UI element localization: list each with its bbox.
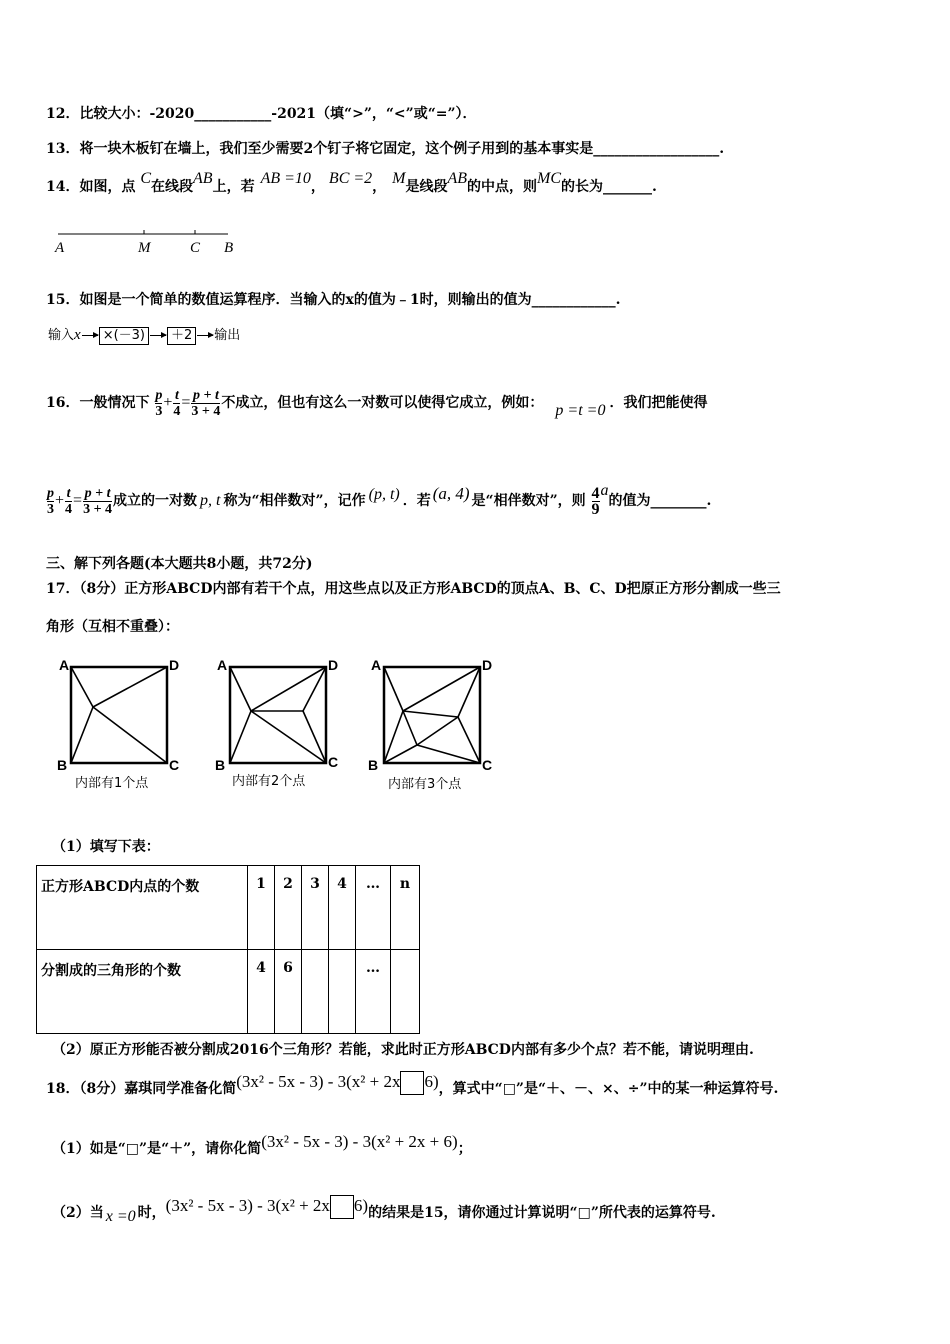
q16-pair: (p, t) bbox=[368, 486, 400, 503]
q17-square-figures bbox=[55, 655, 495, 795]
q17-table bbox=[36, 865, 420, 1034]
table-cell: n bbox=[391, 866, 420, 950]
vertex-d: D bbox=[169, 657, 180, 673]
numerator: t bbox=[66, 485, 71, 501]
q16-var-a: a bbox=[600, 482, 609, 499]
q18-sub1 bbox=[52, 1132, 472, 1165]
vertex-a: A bbox=[371, 657, 382, 673]
q15-blank: ____________ bbox=[531, 292, 616, 308]
flow-arrow bbox=[82, 335, 98, 336]
flow-x: x bbox=[74, 327, 81, 343]
question-16: 16．一般情况下 $\frac{p}{3}$ + $\frac{t}{4}$ = $\frac{p + t}{3 + 4}$ 不成立，但也有这么一对数可以使得它成立，例如： p =t =0 ．我们把能使得 bbox=[46, 387, 708, 419]
q18-expression-end: 6) bbox=[424, 1072, 439, 1091]
q16-text: 一般情况下 bbox=[79, 395, 150, 411]
q14-comma: ， bbox=[310, 179, 325, 195]
q18-x0: x =0 bbox=[105, 1208, 136, 1225]
q17-number: 17． bbox=[46, 581, 80, 597]
q14-line-figure bbox=[48, 226, 248, 256]
table-cell bbox=[391, 950, 420, 1034]
table-cell-header: 分割成的三角形的个数 bbox=[37, 950, 248, 1034]
table-cell bbox=[302, 950, 329, 1034]
flow-input-label: 输入 bbox=[48, 328, 75, 343]
operator-box bbox=[400, 1071, 424, 1095]
denominator: 3 + 4 bbox=[191, 403, 221, 419]
q16-pt: p, t bbox=[200, 492, 221, 509]
q16-example: p =t =0 bbox=[555, 402, 606, 419]
frac-4-9 bbox=[592, 486, 600, 517]
vertex-a: A bbox=[59, 657, 70, 673]
q18-number: 18． bbox=[46, 1081, 80, 1097]
q16-text: 的值为 bbox=[608, 493, 651, 509]
table-cell: 4 bbox=[248, 950, 275, 1034]
q18-sub2-text: （2）当 bbox=[52, 1205, 104, 1221]
q14-text: 是线段 bbox=[405, 179, 448, 195]
flow-arrow bbox=[197, 335, 213, 336]
q14-text: 的中点，则 bbox=[467, 179, 538, 195]
q13-number: 13． bbox=[46, 141, 80, 157]
q13-blank: __________________ bbox=[593, 141, 720, 157]
q18-sub1-text: （1）如是“□”是“＋”，请你化简 bbox=[52, 1141, 262, 1157]
q14-segment-mc: MC bbox=[537, 170, 562, 187]
denominator: 4 bbox=[65, 501, 73, 517]
frac-t-4 bbox=[65, 486, 72, 517]
q14-text: 上，若 bbox=[212, 179, 255, 195]
q16-text: 是“相伴数对”，则 bbox=[471, 493, 586, 509]
frac-p-3 bbox=[47, 486, 54, 517]
vertex-c: C bbox=[482, 757, 493, 773]
vertex-a: A bbox=[217, 657, 228, 673]
q16-text: ．我们把能使得 bbox=[609, 395, 708, 411]
table-cell: 4 bbox=[329, 866, 356, 950]
q16-text: 不成立，但也有这么一对数可以使得它成立，例如： bbox=[221, 395, 544, 411]
vertex-b: B bbox=[57, 757, 68, 773]
table-cell: … bbox=[356, 950, 391, 1034]
numerator: p + t bbox=[192, 387, 219, 403]
label-m: M bbox=[138, 240, 151, 256]
question-18 bbox=[46, 1072, 778, 1105]
q17-sub1: （1）填写下表： bbox=[52, 839, 160, 855]
square-3 bbox=[368, 657, 492, 792]
q12-blank: ___________ bbox=[194, 106, 272, 122]
q14-blank: _______ bbox=[603, 179, 653, 195]
table-cell: 6 bbox=[275, 950, 302, 1034]
denominator: 9 bbox=[591, 500, 600, 518]
q15-text: 如图是一个简单的数值运算程序．当输入的x的值为﹣1时，则输出的值为 bbox=[79, 292, 532, 308]
q16-text: 称为“相伴数对”，记作 bbox=[223, 493, 366, 509]
q15-number: 15． bbox=[46, 292, 80, 308]
q18-expression-plus: (3x² - 5x - 3) - 3(x² + 2x + 6) bbox=[261, 1132, 458, 1151]
question-12 bbox=[46, 103, 477, 123]
q13-text: 将一块木板钉在墙上，我们至少需要2个钉子将它固定，这个例子用到的基本事实是 bbox=[79, 141, 594, 157]
q14-point-c: C bbox=[140, 170, 152, 187]
q12-text-end: -2021（填“>”，“<”或“=”）． bbox=[271, 106, 477, 122]
frac-p-3 bbox=[155, 388, 162, 419]
q18-text: （8分）嘉琪同学准备化简 bbox=[79, 1081, 237, 1097]
label-b: B bbox=[224, 240, 234, 256]
flow-arrow bbox=[150, 335, 166, 336]
q18-expression: (3x² - 5x - 3) - 3(x² + 2x bbox=[236, 1072, 401, 1091]
q16-blank: ________ bbox=[650, 493, 707, 509]
table-row bbox=[37, 950, 420, 1034]
q18-sub2-text: 时， bbox=[137, 1205, 166, 1221]
q17-sub2: （2）原正方形能否被分割成2016个三角形？若能，求此时正方形ABCD内部有多少个点？若不能，请说明理由. bbox=[52, 1042, 754, 1058]
operator-box bbox=[330, 1195, 354, 1219]
table-cell-header: 正方形ABCD内点的个数 bbox=[37, 866, 248, 950]
square-1 bbox=[57, 657, 179, 791]
numerator: 4 bbox=[591, 484, 600, 502]
square-2 bbox=[215, 657, 338, 789]
q18-expression-end: 6) bbox=[353, 1196, 369, 1215]
q14-comma: ， bbox=[372, 179, 387, 195]
frac-pt-34 bbox=[83, 486, 112, 517]
denominator: 3 bbox=[47, 501, 54, 517]
q14-point-m: M bbox=[392, 170, 406, 187]
table-row bbox=[37, 866, 420, 950]
table-cell: 1 bbox=[248, 866, 275, 950]
denominator: 3 + 4 bbox=[83, 501, 113, 517]
q15-end: . bbox=[615, 292, 621, 308]
q14-text: 如图，点 bbox=[79, 179, 136, 195]
q14-eq1: AB =10 bbox=[260, 170, 311, 187]
vertex-b: B bbox=[215, 757, 226, 773]
q13-end: . bbox=[719, 141, 725, 157]
flow-output-label: 输出 bbox=[214, 328, 241, 343]
label-a: A bbox=[55, 240, 65, 256]
q18-expression: (3x² - 5x - 3) - 3(x² + 2x bbox=[165, 1196, 330, 1215]
q16-end: . bbox=[706, 493, 712, 509]
question-15 bbox=[46, 289, 620, 309]
caption-1: 内部有1个点 bbox=[75, 776, 149, 791]
caption-3: 内部有3个点 bbox=[388, 777, 462, 792]
table-cell: 3 bbox=[302, 866, 329, 950]
label-c: C bbox=[190, 240, 201, 256]
vertex-b: B bbox=[368, 757, 379, 773]
vertex-d: D bbox=[482, 657, 493, 673]
denominator: 3 bbox=[155, 403, 163, 419]
table-cell: 2 bbox=[275, 866, 302, 950]
question-14 bbox=[46, 170, 657, 201]
q12-text: 比较大小：-2020 bbox=[79, 106, 195, 122]
q16-number: 16． bbox=[46, 395, 80, 411]
vertex-c: C bbox=[328, 754, 339, 770]
q14-segment-ab: AB bbox=[193, 170, 213, 187]
flow-box-add: ＋2 bbox=[167, 327, 196, 345]
q14-segment-ab: AB bbox=[447, 170, 468, 187]
q16-text: ．若 bbox=[402, 493, 431, 509]
q18-sub2 bbox=[52, 1196, 716, 1229]
q14-number: 14． bbox=[46, 179, 80, 195]
q16-text: 成立的一对数 bbox=[113, 493, 198, 509]
q18-text: ，算式中“□”是“＋、－、×、÷”中的某一种运算符号. bbox=[438, 1081, 779, 1097]
flow-box-multiply: ×(－3) bbox=[99, 327, 149, 345]
q17-text: （8分）正方形ABCD内部有若干个点，用这些点以及正方形ABCD的顶点A、B、C、D把原正方形分割成一些三 bbox=[79, 581, 781, 597]
table-cell bbox=[329, 950, 356, 1034]
table-cell: … bbox=[356, 866, 391, 950]
denominator: 4 bbox=[173, 403, 181, 419]
frac-pt-34 bbox=[191, 388, 220, 419]
frac-t-4 bbox=[173, 388, 180, 419]
q17-text-2: 角形（互相不重叠）： bbox=[46, 619, 179, 635]
q12-number: 12． bbox=[46, 106, 80, 122]
numerator: p bbox=[47, 485, 54, 501]
question-17 bbox=[46, 578, 781, 598]
numerator: t bbox=[174, 387, 179, 403]
q15-flowchart bbox=[48, 324, 240, 345]
caption-2: 内部有2个点 bbox=[232, 774, 306, 789]
q18-sub2-text: 的结果是15，请你通过计算说明“□”所代表的运算符号. bbox=[368, 1205, 716, 1221]
q18-sub1-end: ； bbox=[457, 1141, 472, 1157]
numerator: p bbox=[155, 387, 163, 403]
q14-text: 在线段 bbox=[151, 179, 194, 195]
q14-text: 的长为 bbox=[561, 179, 604, 195]
vertex-d: D bbox=[328, 657, 339, 673]
vertex-c: C bbox=[169, 757, 180, 773]
q14-eq2: BC =2 bbox=[328, 170, 373, 187]
section-3-heading: 三、解下列各题(本大题共8小题，共72分) bbox=[46, 556, 313, 572]
question-16-line-2: $\frac{p}{3}$ + $\frac{t}{4}$ = $\frac{p + t}{3 + 4}$ 成立的一对数 p, t 称为“相伴数对”，记作 (p, t) ．若 (a, 4) 是“相伴数对”，则 $\frac{4}{9}$ a的值为________. bbox=[47, 482, 712, 518]
q14-end: . bbox=[652, 179, 657, 195]
q16-pair-a4: (a, 4) bbox=[432, 484, 470, 503]
question-13 bbox=[46, 138, 724, 158]
numerator: p + t bbox=[84, 485, 111, 501]
